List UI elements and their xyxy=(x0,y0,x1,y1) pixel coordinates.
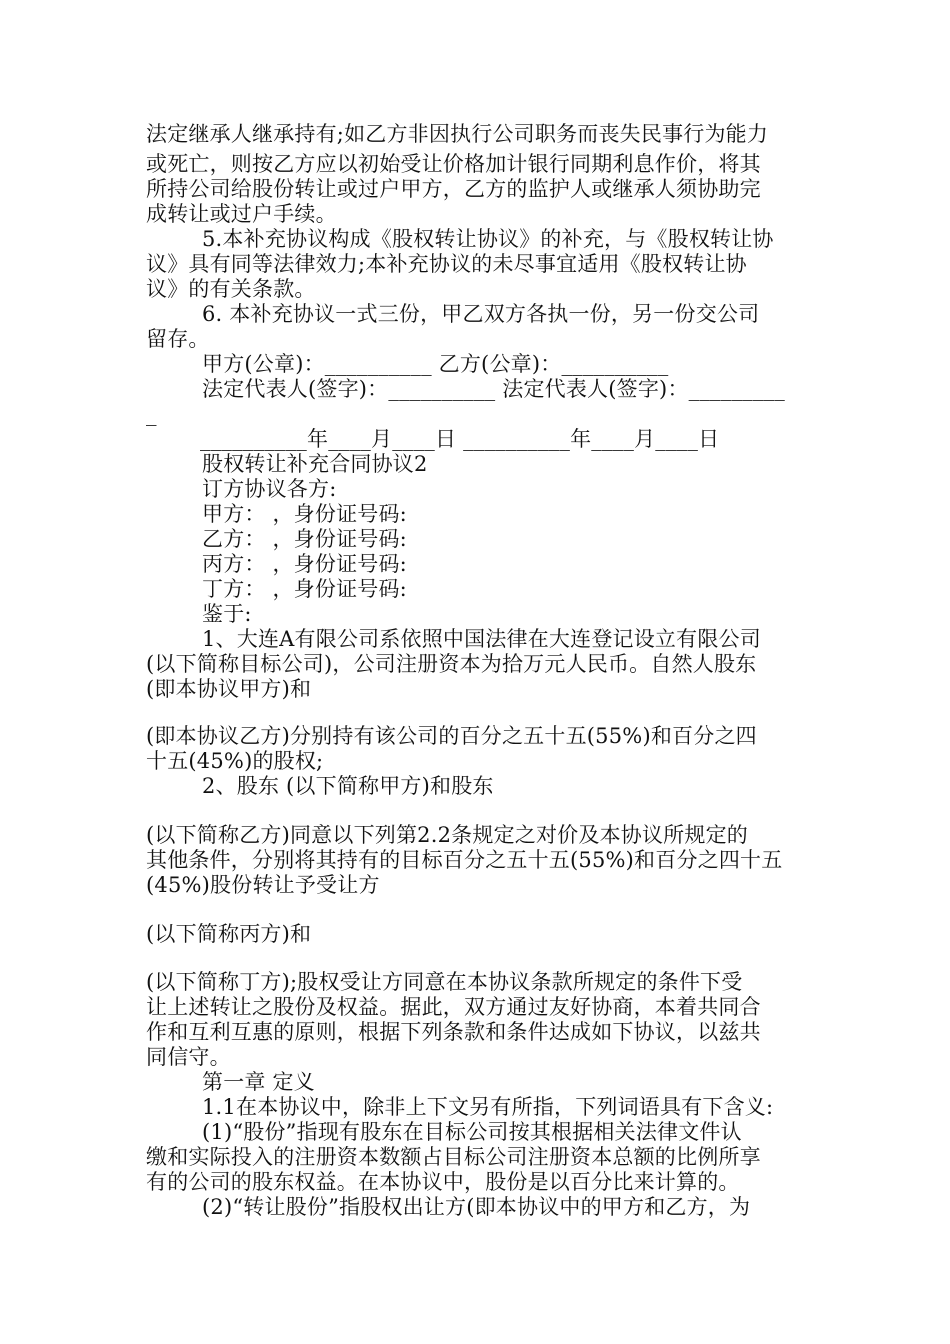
text-line: 同信守。 xyxy=(146,1045,231,1069)
text-line: 作和互利互惠的原则，根据下列条款和条件达成如下协议，以兹共 xyxy=(146,1020,761,1044)
text-line: 议》的有关条款。 xyxy=(146,277,316,301)
chapter-heading: 第一章 定义 xyxy=(202,1070,315,1094)
text-line: (即本协议乙方)分别持有该公司的百分之五十五(55%)和百分之四 xyxy=(146,724,757,748)
signature-line: 甲方(公章)：__________ 乙方(公章)：__________ xyxy=(202,352,669,376)
text-line: 或死亡，则按乙方应以初始受让价格加计银行同期利息作价，将其 xyxy=(146,152,761,176)
text-line: 有的公司的股东权益。在本协议中，股份是以百分比来计算的。 xyxy=(146,1170,740,1194)
text-line: 其他条件，分别将其持有的目标百分之五十五(55%)和百分之四十五 xyxy=(146,848,783,872)
text-line: 1.1在本协议中，除非上下文另有所指，下列词语具有下含义: xyxy=(202,1095,774,1119)
text-line: (45%)股份转让予受让方 xyxy=(146,873,380,897)
text-line: (即本协议甲方)和 xyxy=(146,677,312,701)
text-line: 1、大连A有限公司系依照中国法律在大连登记设立有限公司 xyxy=(202,627,761,651)
text-line: 所持公司给股份转让或过户甲方，乙方的监护人或继承人须协助完 xyxy=(146,177,761,201)
party-line: 甲方： ，身份证号码: xyxy=(202,502,407,526)
text-line: 5.本补充协议构成《股权转让协议》的补充，与《股权转让协 xyxy=(202,227,774,251)
text-line: 让上述转让之股份及权益。据此，双方通过友好协商，本着共同合 xyxy=(146,995,761,1019)
text-line: 缴和实际投入的注册资本数额占目标公司注册资本总额的比例所享 xyxy=(146,1145,761,1169)
text-line: 议》具有同等法律效力;本补充协议的未尽事宜适用《股权转让协 xyxy=(146,252,747,276)
text-line: 成转让或过户手续。 xyxy=(146,202,337,226)
text-line: 留存。 xyxy=(146,327,210,351)
party-line: 丙方： ，身份证号码: xyxy=(202,552,407,576)
text-line: (2)“转让股份”指股权出让方(即本协议中的甲方和乙方，为 xyxy=(202,1195,751,1219)
text-line: 鉴于: xyxy=(202,602,252,626)
signature-line: 法定代表人(签字)：__________ 法定代表人(签字)：_________ xyxy=(202,377,785,401)
text-line: 2、股东 (以下简称甲方)和股东 xyxy=(202,774,494,798)
text-line: 法定继承人继承持有;如乙方非因执行公司职务而丧失民事行为能力 xyxy=(146,122,769,146)
text-line: _ xyxy=(146,402,157,426)
party-line: 丁方： ，身份证号码: xyxy=(202,577,407,601)
text-line: (以下简称目标公司)，公司注册资本为拾万元人民币。自然人股东 xyxy=(146,652,757,676)
section-title: 股权转让补充合同协议2 xyxy=(202,452,428,476)
date-line: __________年____月____日 __________年____月____日 xyxy=(200,427,720,451)
text-line: (以下简称丙方)和 xyxy=(146,922,312,946)
text-line: (以下简称丁方);股权受让方同意在本协议条款所规定的条件下受 xyxy=(146,970,743,994)
text-line: 订方协议各方: xyxy=(202,477,337,501)
text-line: (以下简称乙方)同意以下列第2.2条规定之对价及本协议所规定的 xyxy=(146,823,748,847)
party-line: 乙方： ，身份证号码: xyxy=(202,527,407,551)
text-line: 6. 本补充协议一式三份，甲乙双方各执一份，另一份交公司 xyxy=(202,302,760,326)
text-line: 十五(45%)的股权; xyxy=(146,749,324,773)
text-line: (1)“股份”指现有股东在目标公司按其根据相关法律文件认 xyxy=(202,1120,742,1144)
